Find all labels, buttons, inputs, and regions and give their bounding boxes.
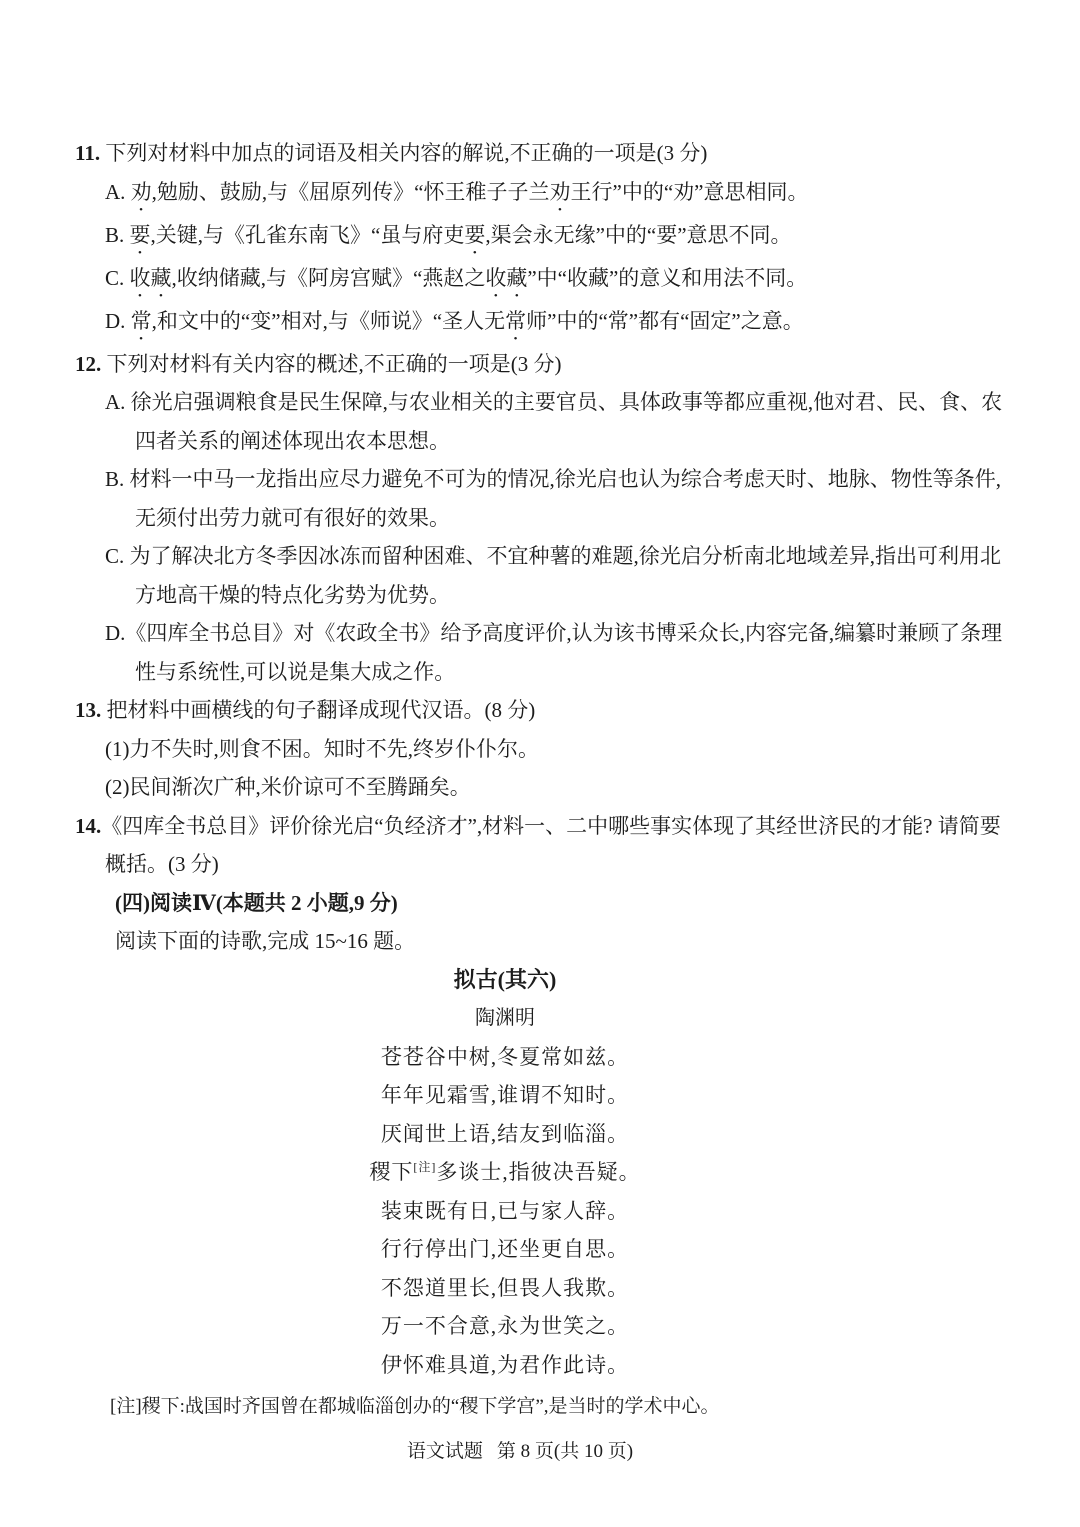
- text-segment: ,渠会永无缘”中的“要”意思不同。: [485, 222, 792, 247]
- question-12-option-a: A. 徐光启强调粮食是民生保障,与农业相关的主要官员、具体政事等都应重视,他对君、民、食、农四者关系的阐述体现出农本思想。: [105, 390, 1003, 453]
- poem-line-1: [75, 1038, 935, 1077]
- poem-line-9: [75, 1346, 935, 1385]
- text-segment: 多谈士,指彼决吾疑。: [436, 1160, 641, 1184]
- text-segment: 厌闻世上语,结友到临淄。: [380, 1121, 630, 1146]
- question-14: [75, 807, 1010, 884]
- text-segment: 行行停出门,还坐更自思。: [380, 1237, 630, 1261]
- text-segment: 要: [464, 222, 486, 247]
- text-segment: 师”中的“常”都有“固定”之意。: [526, 308, 804, 333]
- text-segment: 劝: [549, 179, 571, 204]
- section-4-heading: (四)阅读Ⅳ(本题共 2 小题,9 分): [115, 890, 398, 915]
- text-segment: 伊怀难具道,为君作此诗。: [380, 1352, 630, 1377]
- question-11: [75, 134, 1010, 345]
- question-13-stem: [75, 691, 1010, 730]
- text-segment: ”中“收藏”的意义和用法不同。: [527, 265, 808, 290]
- question-11-option-a: [75, 173, 1010, 216]
- question-12-stem: [75, 345, 1010, 384]
- question-12-stem-text: 下列对材料有关内容的概述,不正确的一项是(3 分): [106, 351, 562, 376]
- poem-line-2: [75, 1076, 935, 1115]
- text-segment: C.: [105, 265, 130, 290]
- text-segment: [注]: [413, 1160, 437, 1174]
- question-11-number: 11.: [75, 141, 101, 165]
- text-segment: 年年见霜雪,谁谓不知时。: [380, 1083, 630, 1107]
- text-segment: D.: [105, 308, 131, 333]
- question-14-text: [75, 807, 1010, 884]
- question-13-item-2: (2)民间渐次广种,米价谅可不至腾踊矣。: [105, 775, 471, 799]
- poem-line-8: [75, 1307, 935, 1346]
- text-segment: ,关键,与《孔雀东南飞》“虽与府吏: [150, 222, 465, 247]
- text-segment: B.: [105, 222, 130, 247]
- text-segment: ,和文中的“变”相对,与《师说》“圣人无: [151, 308, 506, 333]
- question-11-option-d: [75, 302, 1010, 345]
- question-13-item-1: (1)力不失时,则食不困。知时不先,终岁仆仆尔。: [105, 736, 539, 761]
- question-13-number: 13.: [75, 698, 102, 722]
- text-segment: 稷下: [369, 1160, 414, 1184]
- text-segment: ,勉励、鼓励,与《屈原列传》“怀王稚子子兰: [151, 179, 550, 204]
- section-4: [75, 884, 1010, 961]
- text-segment: 不怨道里长,但畏人我欺。: [380, 1275, 630, 1300]
- text-segment: 劝: [130, 179, 152, 204]
- text-segment: 装束既有日,已与家人辞。: [380, 1198, 630, 1223]
- text-segment: 要: [129, 222, 151, 247]
- question-12-number: 12.: [75, 351, 102, 376]
- text-segment: 收藏: [129, 265, 172, 290]
- text-segment: ,收纳储藏,与《阿房宫赋》“燕赵之: [171, 265, 486, 290]
- poem-line-4: [75, 1153, 935, 1192]
- question-14-stem-text: 《四库全书总目》评价徐光启“负经济才”,材料一、二中哪些事实体现了其经世济民的才能? 请简要概括。(3 分): [101, 813, 1001, 876]
- text-segment: 常: [130, 308, 152, 333]
- text-segment: 万一不合意,永为世笑之。: [380, 1314, 630, 1338]
- question-12: [75, 345, 1010, 692]
- text-segment: 常: [505, 308, 527, 333]
- poem-line-7: [75, 1269, 935, 1308]
- poem-footnote: [注]稷下:战国时齐国曾在都城临淄创办的“稷下学宫”,是当时的学术中心。: [110, 1396, 720, 1417]
- question-14-number: 14.: [75, 813, 102, 838]
- page-footer: [75, 1433, 965, 1472]
- question-11-stem-text: 下列对材料中加点的词语及相关内容的解说,不正确的一项是(3 分): [105, 141, 708, 165]
- text-segment: 收藏: [485, 265, 528, 290]
- question-12-option-b: B. 材料一中马一龙指出应尽力避免不可为的情况,徐光启也认为综合考虑天时、地脉、物性等条件,无须付出劳力就可有很好的效果。: [105, 467, 1002, 530]
- poem-line-6: [75, 1230, 935, 1269]
- question-13: [75, 691, 1010, 807]
- text-segment: A.: [105, 179, 131, 204]
- section-4-intro: 阅读下面的诗歌,完成 15~16 题。: [115, 929, 416, 953]
- footer-subject: 语文试题: [406, 1440, 483, 1462]
- poem-line-5: [75, 1192, 935, 1231]
- poem: [75, 961, 935, 1385]
- question-11-stem: [75, 134, 1010, 173]
- question-13-stem-text: 把材料中画横线的句子翻译成现代汉语。(8 分): [106, 698, 536, 722]
- question-12-option-c: C. 为了解决北方冬季因冰冻而留种困难、不宜种薯的难题,徐光启分析南北地域差异,指出可利用北方地高干燥的特点化劣势为优势。: [105, 544, 1002, 607]
- poem-line-3: [75, 1115, 935, 1154]
- poem-title: 拟古(其六): [453, 966, 557, 992]
- poem-author: 陶渊明: [475, 1007, 535, 1029]
- text-segment: 王行”中的“劝”意思相同。: [570, 179, 809, 204]
- text-segment: 苍苍谷中树,冬夏常如兹。: [380, 1044, 630, 1069]
- footer-page-number: 第 8 页(共 10 页): [496, 1440, 634, 1462]
- question-12-option-d: D.《四库全书总目》对《农政全书》给予高度评价,认为该书博采众长,内容完备,编纂时兼顾了条理性与系统性,可以说是集大成之作。: [105, 621, 1003, 684]
- question-11-option-b: [75, 216, 1010, 259]
- question-11-option-c: [75, 259, 1010, 302]
